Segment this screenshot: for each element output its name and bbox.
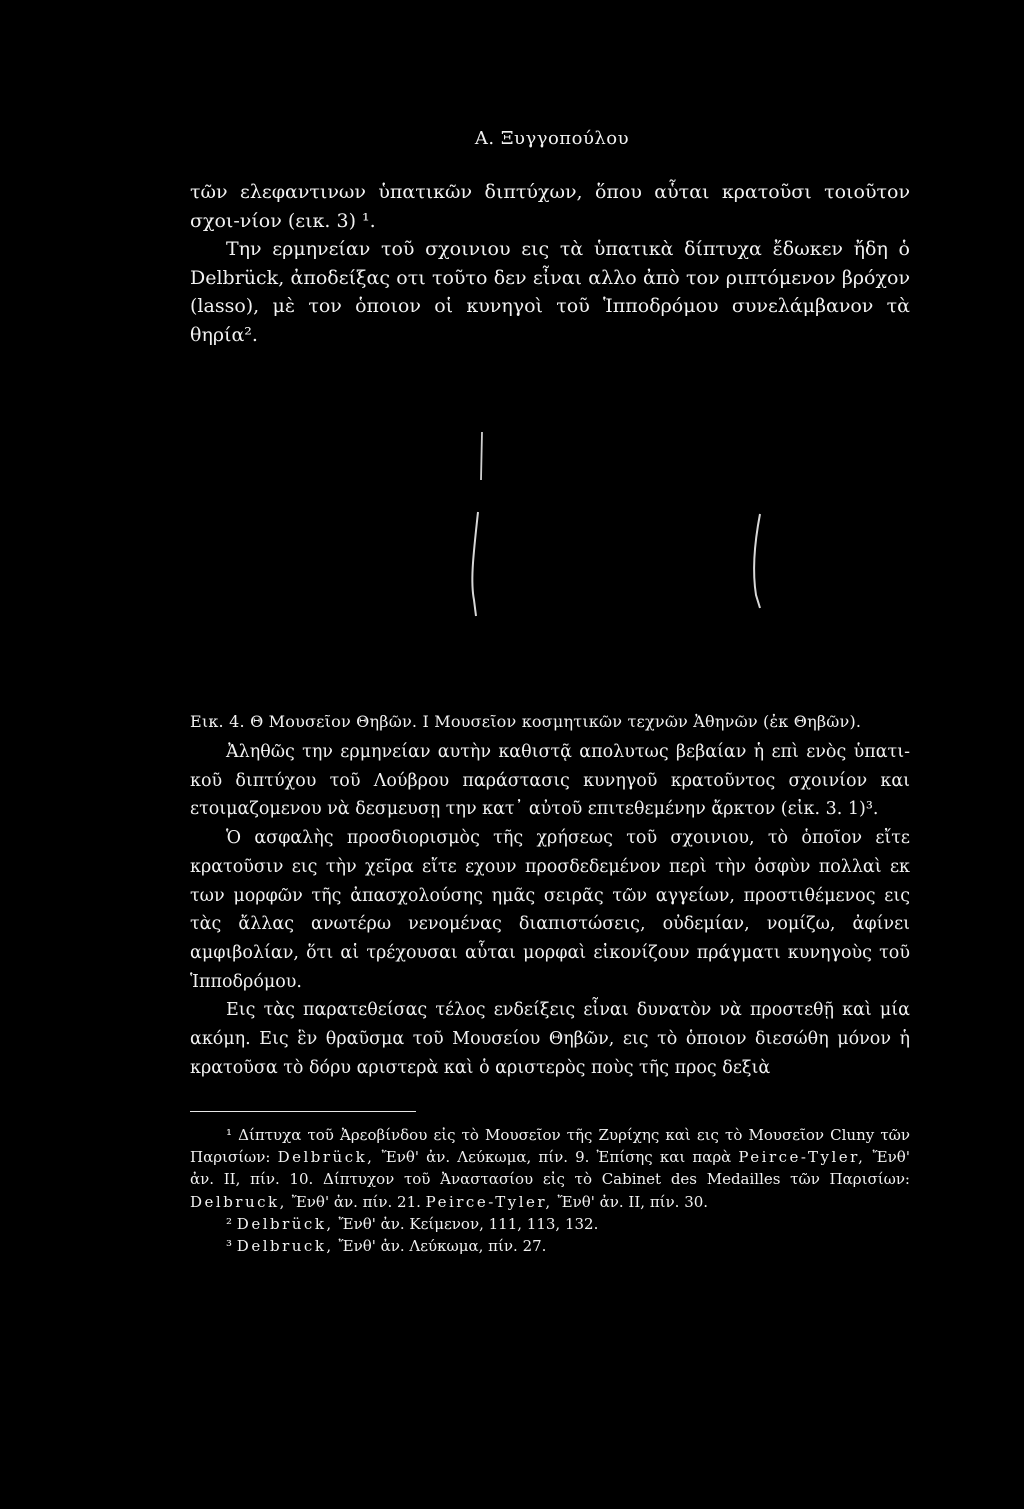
footnote-1-text-b: Ἔνθ' ἀν. Λεύκωμα, πίν. 9. Ἐπίσης και παρὰ: [381, 1148, 732, 1167]
paragraph-1: τῶν ελεφαντινων ὑπατικῶν διπτύχων, ὅπου αὗται κρατοῦσι τοιοῦτον σχοι-νίον (εικ. 3) ¹.: [190, 181, 910, 232]
footnote-1-text-c: Ἔνθ' ἀν. II, πίν. 10. Δίπτυχον τοῦ Ἀναστασίου εἰς τὸ Cabinet des Medailles τῶν Παρισίων:: [190, 1148, 910, 1189]
figure-caption: Εικ. 4. Θ Μουσεῖον Θηβῶν. Ι Μουσεῖον κοσμητικῶν τεχνῶν Ἀθηνῶν (ἐκ Θηβῶν).: [190, 712, 862, 731]
footnote-divider: [190, 1111, 416, 1112]
footnote-3-mark: ³: [226, 1237, 233, 1256]
footnotes-block: [190, 1124, 910, 1257]
paragraph-4: Ὁ ασφαλὴς προσδιορισμὸς τῆς χρήσεως τοῦ σχοινιου, τὸ ὁποῖον εἴτε κρατοῦσιν εις τὴν χεῖρα εἴτε εχουν προσδεδεμένον περὶ τὴν ὀσφὺν πολλαὶ εκ των μορφῶν τῆς ἀπασχολούσης ημᾶς σειρᾶς τῶν αγγείων, προστιθέμενος εις τὰς ἄλλας ανωτέρω νενομένας διαπιστώσεις, οὐδεμίαν, νομίζω, ἀφίνει αμφιβολίαν, ὅτι αἱ τρέχουσαι αὗται μορφαὶ εἰκονίζουν πράγματι κυνηγοὺς τοῦ Ἱπποδρόμου.: [190, 828, 910, 992]
footnote-3: [190, 1235, 910, 1257]
top-text-block: [190, 178, 910, 349]
footnote-2-text: Ἔνθ' ἀν. Κείμενον, 111, 113, 132.: [338, 1214, 599, 1233]
footnote-1-author-a: Delbrück,: [277, 1148, 375, 1167]
footnote-3-text: Ἔνθ' ἀν. Λεύκωμα, πίν. 27.: [338, 1237, 547, 1256]
footnote-2-mark: ²: [226, 1214, 233, 1233]
footnote-1-author-c: Delbruck,: [190, 1192, 287, 1211]
paragraph-3: Ἀληθῶς την ερμηνείαν αυτὴν καθιστᾷ απολυτως βεβαίαν ἡ επὶ ενὸς ὑπατι-κοῦ διπτύχου τοῦ Λούβρου παράστασις κυνηγοῦ κρατοῦντος σχοινίον και ετοιμαζομενου νὰ δεσμευσῃ την κατ᾽ αὐτοῦ επιτεθεμένην ἄρκτον (εἰκ. 3. 1)³.: [190, 742, 910, 820]
footnote-1-text-e: Ἔνθ' ἀν. II, πίν. 30.: [557, 1192, 709, 1211]
paragraph-5: Εις τὰς παρατεθείσας τέλος ενδείξεις εἶναι δυνατὸν νὰ προστεθῇ καὶ μία ακόμη. Εις ἓν θραῦσμα τοῦ Μουσείου Θηβῶν, εις τὸ ὁποιον διεσώθη μόνον ἡ κρατοῦσα τὸ δόρυ αριστερὰ καὶ ὁ αριστερὸς ποὺς τῆς προς δεξιὰ: [190, 1000, 910, 1078]
fragment-mark-2: [472, 512, 478, 616]
figure-fragment-marks: [180, 420, 900, 700]
fragment-mark-3: [754, 514, 760, 608]
body-text-block: [190, 738, 910, 1082]
footnote-1-author-b: Peirce-Tyler,: [738, 1148, 866, 1167]
footnote-3-author: Delbruck,: [236, 1237, 334, 1256]
fragment-mark-1: [481, 432, 482, 480]
footnote-2-author: Delbrück,: [236, 1214, 334, 1233]
footnote-1-text-a: ¹ Δίπτυχα τοῦ Ἀρεοβίνδου εἰς τὸ Μουσεῖον τῆς Ζυρίχης καὶ εις τὸ Μουσεῖον Cluny τῶν Παρισίων:: [190, 1126, 910, 1167]
footnote-1-author-d: Peirce-Tyler,: [425, 1192, 553, 1211]
footnote-1: [190, 1124, 910, 1213]
running-header: Α. Ξυγγοπούλου: [474, 128, 630, 149]
footnote-1-text-d: Ἔνθ' ἀν. πίν. 21.: [291, 1192, 421, 1211]
figure-4-image: [180, 420, 900, 700]
footnote-2: [190, 1213, 910, 1235]
paragraph-2: Την ερμηνείαν τοῦ σχοινιου εις τὰ ὑπατικὰ δίπτυχα ἔδωκεν ἤδη ὁ Delbrück, ἀποδείξας οτι τοῦτο δεν εἶναι αλλο ἀπὸ τον ριπτόμενον βρόχον (lasso), μὲ τον ὁποιον οἱ κυνηγοὶ τοῦ Ἱπποδρόμου συνελάμβανον τὰ θηρία².: [190, 238, 910, 346]
